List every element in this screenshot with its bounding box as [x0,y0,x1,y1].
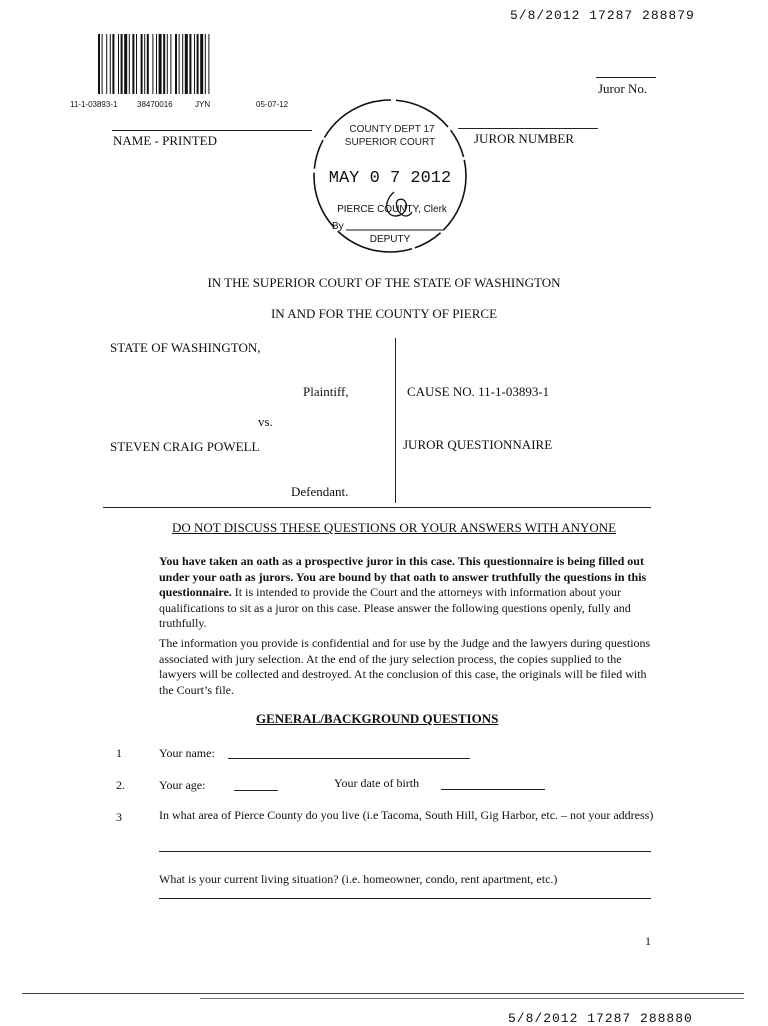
intro-oath-text: You have taken an oath as a prospective juror in this case. This questionnaire is being filled out under your oath as jurors. You are bound by that oath to answer truthfully the questions in this questionnaire. [159,554,647,600]
barcode-code: JYN [195,100,211,109]
caption-divider [395,338,396,503]
page-number: 1 [645,934,651,948]
stamp-deputy-text: DEPUTY [369,234,411,245]
name-answer-line[interactable] [228,758,470,759]
document-title: JUROR QUESTIONNAIRE [403,437,553,452]
plaintiff-name: STATE OF WASHINGTON, [110,340,261,355]
barcode-case-number: 11-1-03893-1 [70,100,118,109]
barcode-image [96,34,288,94]
juror-no-line [596,77,656,78]
date-of-birth-label: Your date of birth [334,776,420,790]
juror-number-line [458,128,598,129]
name-printed-label: NAME - PRINTED [113,133,217,148]
barcode-date: 05-07-12 [256,100,289,109]
stamp-clerk-text: PIERCE COUNTY, Clerk [337,204,447,215]
question-1-label: Your name: [159,746,215,760]
intro-purpose-text: It is intended to provide the Court and the attorneys with information about your qualifications to sit as a juror on this case. Please answer the following questions openly, fully and truthfully. [159,585,631,631]
area-answer-line[interactable] [159,851,651,852]
stamp-date-text: MAY 0 7 2012 [328,169,452,188]
fax-footer-stamp: 5/8/2012 17287 288880 [508,1011,693,1026]
fax-header-stamp: 5/8/2012 17287 288879 [510,8,695,23]
question-2-label: Your age: [159,778,206,792]
stamp-by-text: By [332,221,344,232]
versus-text: vs. [258,414,273,429]
cause-number: CAUSE NO. 11-1-03893-1 [407,384,550,399]
scan-edge-line [22,993,744,994]
scan-edge-line-2 [200,998,744,999]
filed-stamp [310,96,470,256]
barcode-number: 38470016 [137,100,173,109]
confidentiality-warning: DO NOT DISCUSS THESE QUESTIONS OR YOUR ANSWERS WITH ANYONE [172,520,617,535]
court-county: IN AND FOR THE COUNTY OF PIERCE [270,306,498,321]
juror-number-label: JUROR NUMBER [474,131,575,146]
plaintiff-role: Plaintiff, [303,384,349,399]
juror-no-label: Juror No. [598,81,648,96]
defendant-role: Defendant. [291,484,349,499]
court-title: IN THE SUPERIOR COURT OF THE STATE OF WASHINGTON [207,275,561,290]
stamp-dept-text: COUNTY DEPT 17 [349,124,435,135]
confidentiality-paragraph: The information you provide is confidential and for use by the Judge and the lawyers during questions associated with jury selection. At the end of the jury selection process, the copies supplied to the lawyers will be collected and destroyed. At the conclusion of this case, the originals will be filed with the Court’s file. [159,636,651,697]
question-1-number: 1 [116,746,122,760]
defendant-name: STEVEN CRAIG POWELL [110,439,260,454]
age-answer-line[interactable] [234,790,278,791]
caption-bottom-rule [103,507,651,508]
intro-paragraph [159,554,654,632]
living-situation-label: What is your current living situation? (i.e. homeowner, condo, rent apartment, etc.) [159,872,558,886]
question-2-number: 2. [116,778,125,792]
question-3-label: In what area of Pierce County do you live (i.e Tacoma, South Hill, Gig Harbor, etc. – not your address) [159,808,654,822]
section-title: GENERAL/BACKGROUND QUESTIONS [256,711,499,726]
dob-answer-line[interactable] [441,789,545,790]
living-situation-answer-line[interactable] [159,898,651,899]
stamp-court-text: SUPERIOR COURT [344,137,436,148]
question-3-number: 3 [116,810,122,824]
name-printed-line [112,130,312,131]
